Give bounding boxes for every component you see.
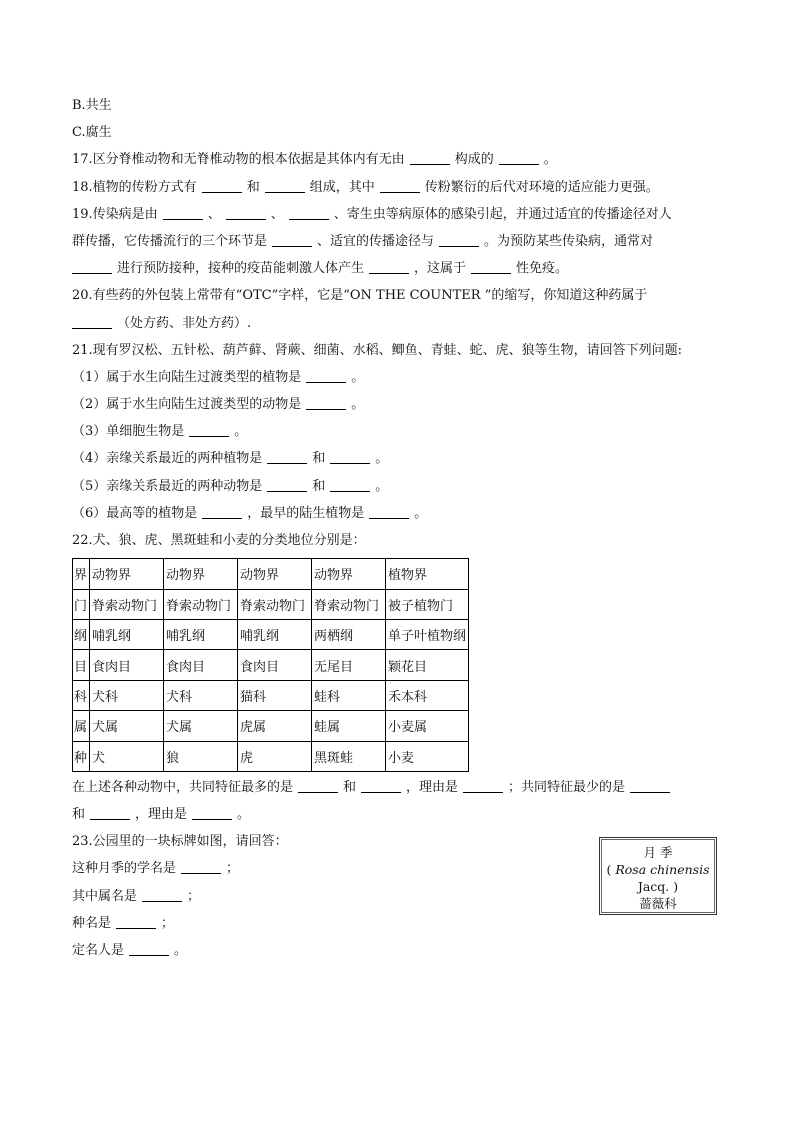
question-23-c: 种名是 ； [72, 915, 175, 931]
answer-blank[interactable] [330, 477, 370, 492]
answer-blank[interactable] [189, 422, 229, 437]
sign-scientific-name: ( Rosa chinensis [606, 862, 710, 877]
table-cell: 小麦属 [386, 711, 469, 741]
answer-blank[interactable] [630, 778, 670, 793]
question-21-6: （6）最高等的植物是 ，最早的陆生植物是 。 [72, 505, 428, 521]
answer-blank[interactable] [298, 778, 338, 793]
table-cell: 单子叶植物纲 [386, 619, 469, 649]
table-cell: 哺乳纲 [164, 619, 238, 649]
table-cell: 动物界 [312, 559, 386, 589]
answer-blank[interactable] [272, 232, 312, 247]
answer-blank[interactable] [306, 395, 346, 410]
answer-blank[interactable] [116, 914, 156, 929]
table-row [73, 589, 469, 619]
question-23-a: 这种月季的学名是 ； [72, 861, 240, 877]
table-row [73, 711, 469, 741]
answer-blank[interactable] [72, 314, 112, 329]
answer-blank[interactable] [142, 887, 182, 902]
table-cell: 食肉目 [164, 650, 238, 680]
question-21-2: （2）属于水生向陆生过渡类型的动物是 。 [72, 397, 365, 413]
sign-author: Jacq. ) [637, 879, 679, 894]
question-21-5: （5）亲缘关系最近的两种动物是 和 。 [72, 478, 389, 494]
answer-blank[interactable] [267, 477, 307, 492]
answer-blank[interactable] [163, 205, 203, 220]
question-22-follow-line1: 在上述各种动物中，共同特征最多的是 和 ，理由是 ；共同特征最少的是 [72, 774, 722, 801]
table-cell: 动物界 [164, 559, 238, 589]
table-cell: 植物界 [386, 559, 469, 589]
table-cell: 小麦 [386, 741, 469, 771]
table-cell: 动物界 [90, 559, 164, 589]
worksheet-page [72, 92, 722, 964]
answer-blank[interactable] [72, 259, 112, 274]
answer-blank[interactable] [192, 805, 232, 820]
table-cell: 蛙属 [312, 711, 386, 741]
answer-blank[interactable] [306, 368, 346, 383]
table-cell: 虎属 [238, 711, 312, 741]
option-c: C.腐生 [72, 125, 112, 141]
table-row [73, 650, 469, 680]
answer-blank[interactable] [380, 178, 420, 193]
table-cell: 颖花目 [386, 650, 469, 680]
table-rank-cell: 界 [73, 559, 90, 589]
question-20-line2: （处方药、非处方药）. [72, 310, 722, 337]
table-cell: 食肉目 [90, 650, 164, 680]
table-rank-cell: 属 [73, 711, 90, 741]
answer-blank[interactable] [439, 232, 479, 247]
question-23-intro: 23.公园里的一块标牌如图，请回答： [72, 834, 288, 850]
question-21-1: （1）属于水生向陆生过渡类型的植物是 。 [72, 369, 365, 385]
table-rank-cell: 纲 [73, 619, 90, 649]
question-19-line3: 进行预防接种，接种的疫苗能刺激人体产生 ，这属于 性免疫。 [72, 255, 722, 282]
plant-name-sign [599, 837, 717, 915]
question-19-line2: 群传播，它传播流行的三个环节是 、适宜的传播途径与 。为预防某些传染病，通常对 [72, 233, 654, 249]
answer-blank[interactable] [369, 504, 409, 519]
table-cell: 犬属 [164, 711, 238, 741]
question-21-3: （3）单细胞生物是 。 [72, 424, 248, 440]
table-rank-cell: 目 [73, 650, 90, 680]
table-cell: 无尾目 [312, 650, 386, 680]
table-rank-cell: 科 [73, 680, 90, 710]
question-20-line1: 20.有些药的外包装上常带有“OTC”字样，它是“ON THE COUNTER ”的缩写，你知道这种药属于 [72, 288, 648, 304]
table-row [73, 559, 469, 589]
answer-blank[interactable] [202, 504, 242, 519]
answer-blank[interactable] [330, 449, 370, 464]
table-cell: 犬科 [164, 680, 238, 710]
table-row [73, 741, 469, 771]
table-cell: 脊索动物门 [238, 589, 312, 619]
sign-common-name: 月 季 [643, 845, 673, 860]
table-cell: 狼 [164, 741, 238, 771]
answer-blank[interactable] [471, 259, 511, 274]
table-cell: 食肉目 [238, 650, 312, 680]
answer-blank[interactable] [410, 150, 450, 165]
sign-family: 蔷薇科 [639, 896, 677, 911]
question-19-line1: 19.传染病是由 、 、 、寄生虫等病原体的感染引起，并通过适宜的传播途径对人 [72, 206, 672, 222]
question-21-intro: 21.现有罗汉松、五针松、葫芦藓、肾蕨、细菌、水稻、鲫鱼、青蛙、蛇、虎、狼等生物，请回答下列问题: [72, 342, 683, 358]
table-cell: 动物界 [238, 559, 312, 589]
answer-blank[interactable] [463, 778, 503, 793]
answer-blank[interactable] [369, 259, 409, 274]
table-cell: 哺乳纲 [90, 619, 164, 649]
table-cell: 黑斑蛙 [312, 741, 386, 771]
question-18: 18.植物的传粉方式有 和 组成，其中 传粉繁衍的后代对环境的适应能力更强。 [72, 179, 659, 195]
answer-blank[interactable] [129, 941, 169, 956]
classification-table [72, 558, 469, 772]
answer-blank[interactable] [267, 449, 307, 464]
question-23-d: 定名人是 。 [72, 943, 188, 959]
table-cell: 蛙科 [312, 680, 386, 710]
table-row [73, 619, 469, 649]
answer-blank[interactable] [202, 178, 242, 193]
table-cell: 脊索动物门 [90, 589, 164, 619]
table-cell: 犬 [90, 741, 164, 771]
question-22-follow-line2: 和 ，理由是 。 [72, 807, 251, 823]
table-cell: 犬科 [90, 680, 164, 710]
table-cell: 哺乳纲 [238, 619, 312, 649]
table-row [73, 680, 469, 710]
answer-blank[interactable] [181, 859, 221, 874]
table-cell: 虎 [238, 741, 312, 771]
table-rank-cell: 门 [73, 589, 90, 619]
answer-blank[interactable] [265, 178, 305, 193]
question-22-intro: 22.犬、狼、虎、黑斑蛙和小麦的分类地位分别是： [72, 533, 366, 548]
table-cell: 两栖纲 [312, 619, 386, 649]
answer-blank[interactable] [226, 205, 266, 220]
table-cell: 脊索动物门 [312, 589, 386, 619]
answer-blank[interactable] [90, 805, 130, 820]
option-b: B.共生 [72, 98, 112, 113]
table-cell: 禾本科 [386, 680, 469, 710]
table-cell: 被子植物门 [386, 589, 469, 619]
question-23-b: 其中属名是 ； [72, 888, 201, 904]
question-17: 17.区分脊椎动物和无脊椎动物的根本依据是其体内有无由 构成的 。 [72, 152, 557, 168]
table-cell: 脊索动物门 [164, 589, 238, 619]
answer-blank[interactable] [289, 205, 329, 220]
table-cell: 犬属 [90, 711, 164, 741]
table-rank-cell: 种 [73, 741, 90, 771]
table-cell: 猫科 [238, 680, 312, 710]
question-21-4: （4）亲缘关系最近的两种植物是 和 。 [72, 451, 389, 467]
answer-blank[interactable] [361, 778, 401, 793]
answer-blank[interactable] [499, 150, 539, 165]
